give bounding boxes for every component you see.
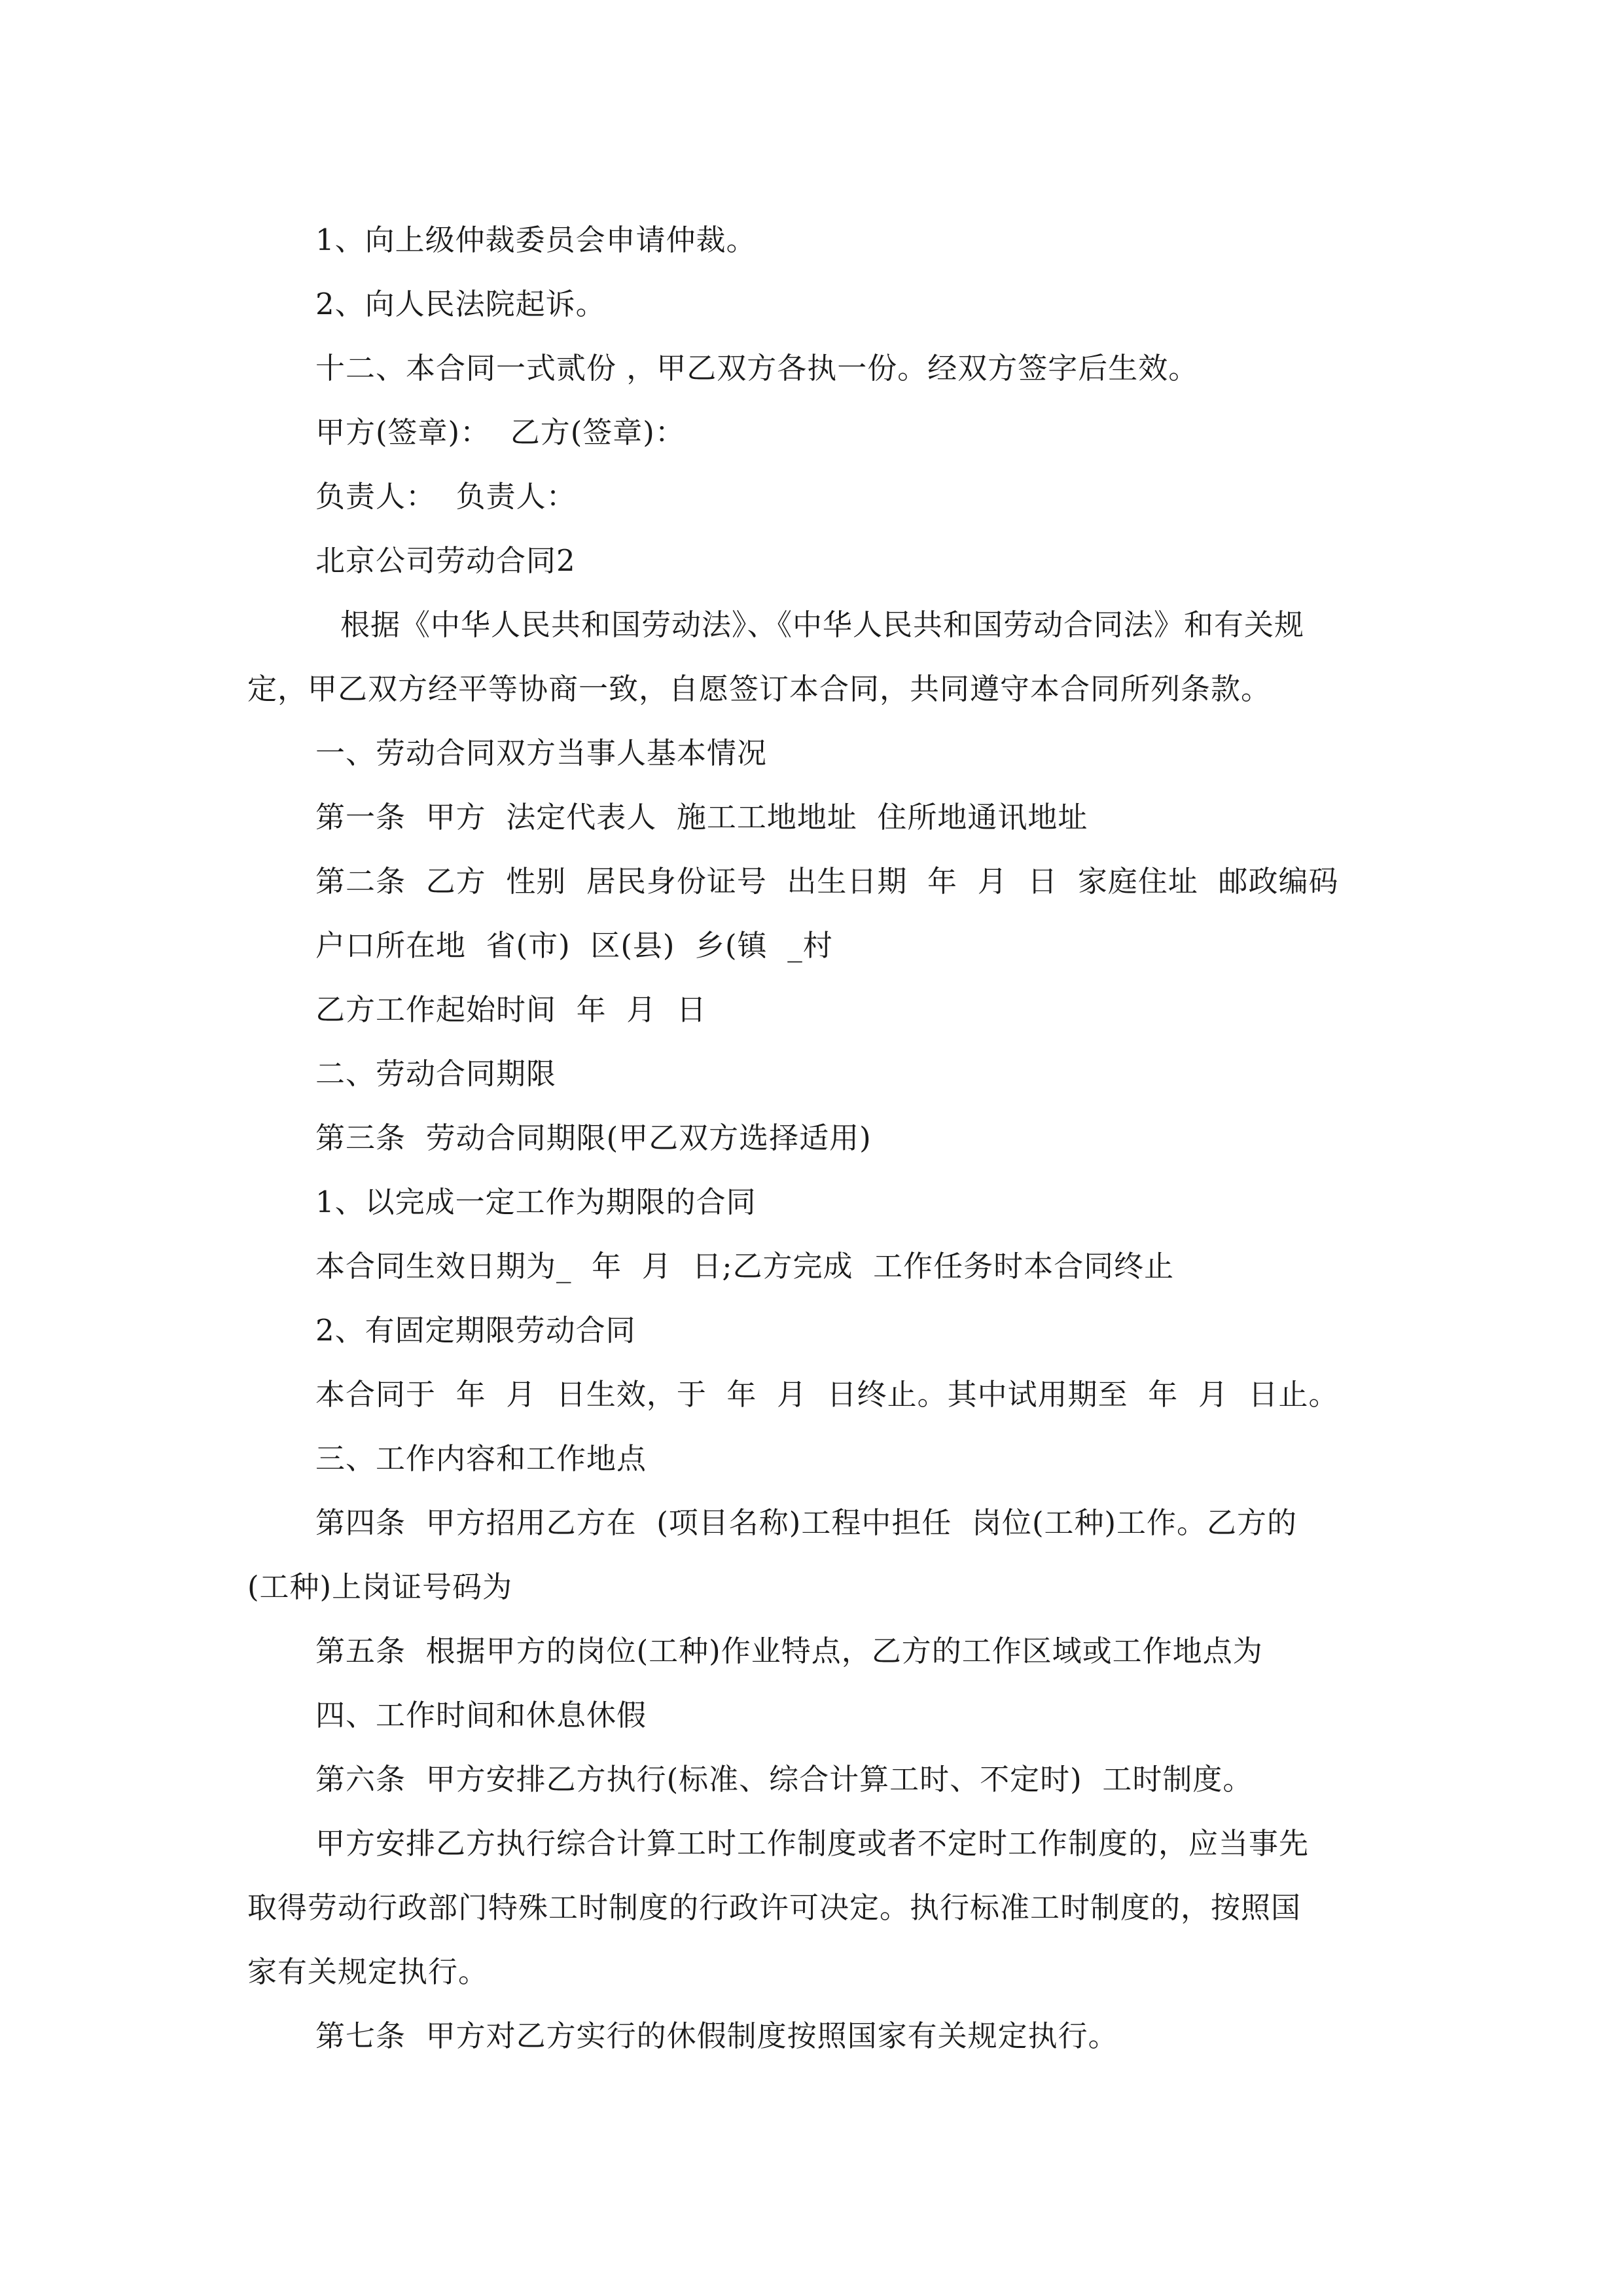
intro-paragraph-line-1: 根据《中华人民共和国劳动法》、《中华人民共和国劳动合同法》和有关规 (340, 607, 1305, 642)
text-line: 2、有固定期限劳动合同 (315, 1313, 636, 1348)
document-title: 北京公司劳动合同2 (315, 543, 576, 578)
article-four-line-2: (工种)上岗证号码为 (247, 1570, 513, 1604)
article-four-line-1: 第四条 甲方招用乙方在 (项目名称)工程中担任 岗位(工种)工作。乙方的 (315, 1505, 1298, 1540)
article-six: 第六条 甲方安排乙方执行(标准、综合计算工时、不定时) 工时制度。 (315, 1762, 1253, 1797)
text-line: 户口所在地 省(市) 区(县) 乡(镇 _村 (315, 928, 833, 963)
document-body (247, 208, 1383, 2068)
text-line: 本合同于 年 月 日生效，于 年 月 日终止。其中试用期至 年 月 日止。 (315, 1377, 1339, 1412)
text-line: 本合同生效日期为_ 年 月 日;乙方完成 工作任务时本合同终止 (315, 1249, 1175, 1283)
section-heading: 二、劳动合同期限 (315, 1056, 557, 1091)
article-five: 第五条 根据甲方的岗位(工种)作业特点，乙方的工作区域或工作地点为 (315, 1634, 1263, 1668)
intro-paragraph-line-2: 定，甲乙双方经平等协商一致，自愿签订本合同，共同遵守本合同所列条款。 (247, 672, 1272, 706)
article-one: 第一条 甲方 法定代表人 施工工地地址 住所地通讯地址 (315, 800, 1088, 834)
article-seven: 第七条 甲方对乙方实行的休假制度按照国家有关规定执行。 (315, 2018, 1118, 2053)
signature-line: 甲方(签章)： 乙方(签章)： (315, 415, 685, 450)
article-two: 第二条 乙方 性别 居民身份证号 出生日期 年 月 日 家庭住址 邮政编码 (315, 864, 1339, 899)
responsible-person-line: 负责人： 负责人： (315, 479, 577, 514)
section-heading: 三、工作内容和工作地点 (315, 1441, 647, 1476)
section-heading: 四、工作时间和休息休假 (315, 1698, 647, 1732)
section-heading: 一、劳动合同双方当事人基本情况 (315, 736, 768, 770)
paragraph-line-1: 甲方安排乙方执行综合计算工时工作制度或者不定时工作制度的，应当事先 (315, 1826, 1310, 1861)
text-line: 1、以完成一定工作为期限的合同 (315, 1185, 757, 1219)
paragraph-line-3: 家有关规定执行。 (247, 1954, 489, 1989)
paragraph-line-2: 取得劳动行政部门特殊工时制度的行政许可决定。执行标准工时制度的，按照国 (247, 1890, 1302, 1925)
clause-twelve: 十二、本合同一式贰份 ，甲乙双方各执一份。经双方签字后生效。 (315, 351, 1199, 386)
text-line: 2、向人民法院起诉。 (315, 287, 606, 321)
text-line: 1、向上级仲裁委员会申请仲裁。 (315, 223, 757, 257)
text-line: 乙方工作起始时间 年 月 日 (315, 992, 707, 1027)
article-three: 第三条 劳动合同期限(甲乙双方选择适用) (315, 1121, 872, 1155)
